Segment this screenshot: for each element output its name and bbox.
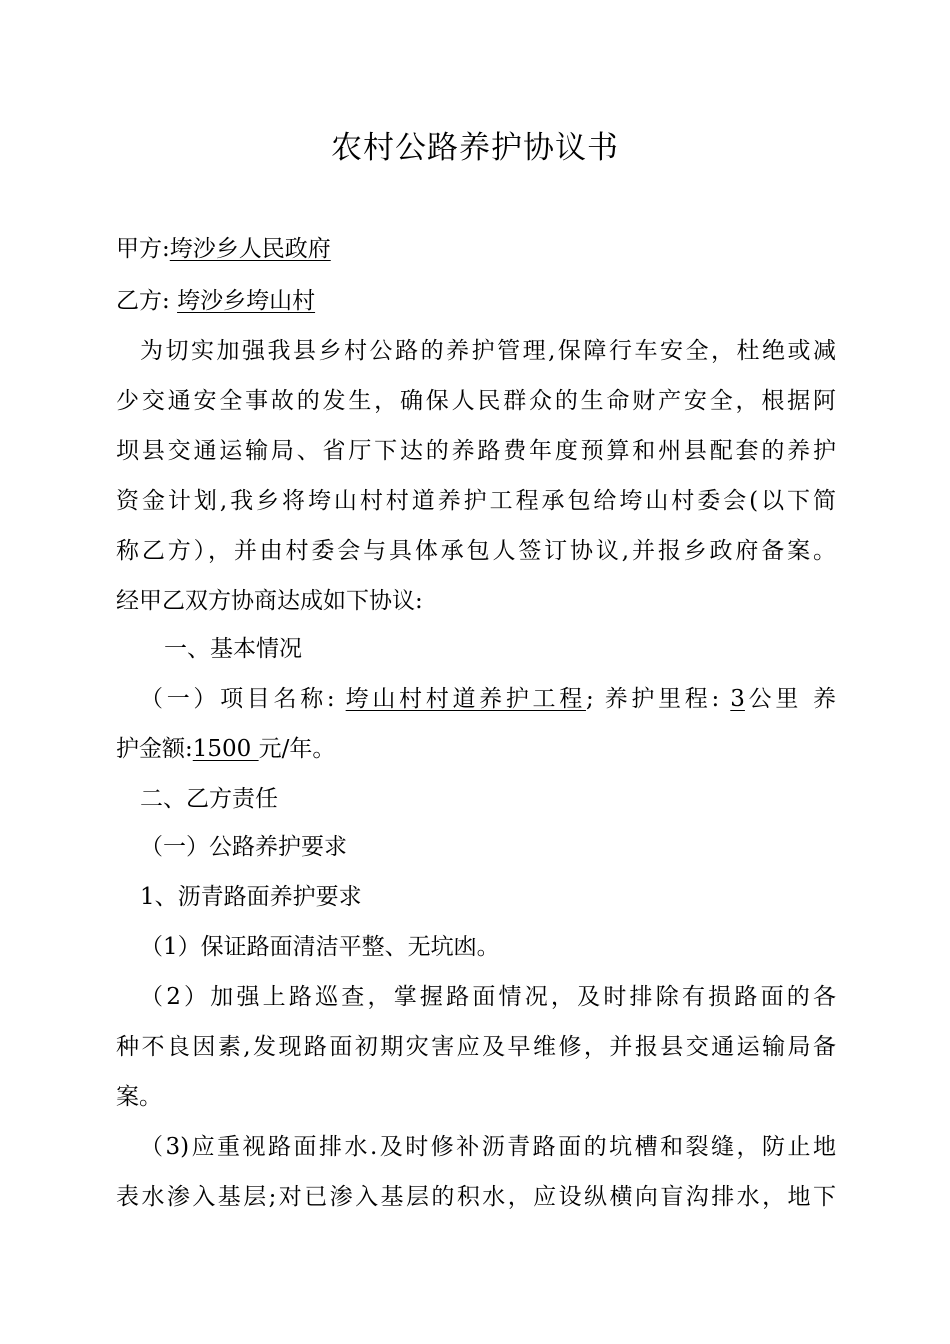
- amount-value: 1500: [192, 736, 259, 762]
- project-line: [140, 682, 836, 716]
- party-a-label: 甲方:: [116, 236, 170, 262]
- intro-line-1: 为切实加强我县乡村公路的养护管理,保障行车安全，杜绝或减: [140, 338, 836, 364]
- intro-line-5: 称乙方），并由村委会与具体承包人签订协议,并报乡政府备案。: [116, 538, 836, 564]
- section-2-heading: 二、乙方责任: [140, 786, 278, 812]
- party-b-label: 乙方:: [116, 288, 170, 314]
- party-b-value: 垮沙乡垮山村: [177, 288, 316, 314]
- amount-label: 护金额:: [116, 736, 193, 762]
- item-1: （1）保证路面清洁平整、无坑凼。: [140, 934, 500, 960]
- subsection-asphalt: 1、沥青路面养护要求: [140, 884, 362, 910]
- project-name-value: 垮山村村道养护工程: [345, 686, 586, 712]
- subsection-road-maintenance: （一）公路养护要求: [140, 834, 347, 860]
- party-a-line: [116, 232, 836, 266]
- intro-line-2: 少交通安全事故的发生，确保人民群众的生命财产安全，根据阿: [116, 388, 836, 414]
- intro-line-4: 资金计划,我乡将垮山村村道养护工程承包给垮山村委会(以下简: [116, 488, 836, 514]
- item-3-line-1: （3)应重视路面排水.及时修补沥青路面的坑槽和裂缝，防止地: [140, 1134, 836, 1160]
- intro-line-3: 坝县交通运输局、省厅下达的养路费年度预算和州县配套的养护: [116, 438, 836, 464]
- project-name-label: （一）项目名称:: [140, 686, 335, 712]
- intro-line-6: 经甲乙双方协商达成如下协议:: [116, 588, 423, 614]
- mileage-value: 3: [730, 686, 745, 712]
- section-1-heading: 一、基本情况: [164, 636, 302, 662]
- document-title: 农村公路养护协议书: [331, 130, 619, 166]
- item-2-line-1: （2）加强上路巡查，掌握路面情况，及时排除有损路面的各: [140, 984, 836, 1010]
- item-2-line-2: 种不良因素,发现路面初期灾害应及早维修，并报县交通运输局备: [116, 1034, 836, 1060]
- mileage-label: ; 养护里程:: [585, 686, 720, 712]
- party-a-value: 垮沙乡人民政府: [169, 236, 331, 262]
- item-2-line-3: 案。: [116, 1084, 162, 1110]
- amount-line: [116, 732, 836, 766]
- amount-unit: 元/年。: [258, 736, 336, 762]
- mileage-unit: 公里 养: [744, 686, 837, 712]
- party-b-line: [116, 284, 836, 318]
- item-3-line-2: 表水渗入基层;对已渗入基层的积水，应设纵横向盲沟排水，地下: [116, 1184, 836, 1210]
